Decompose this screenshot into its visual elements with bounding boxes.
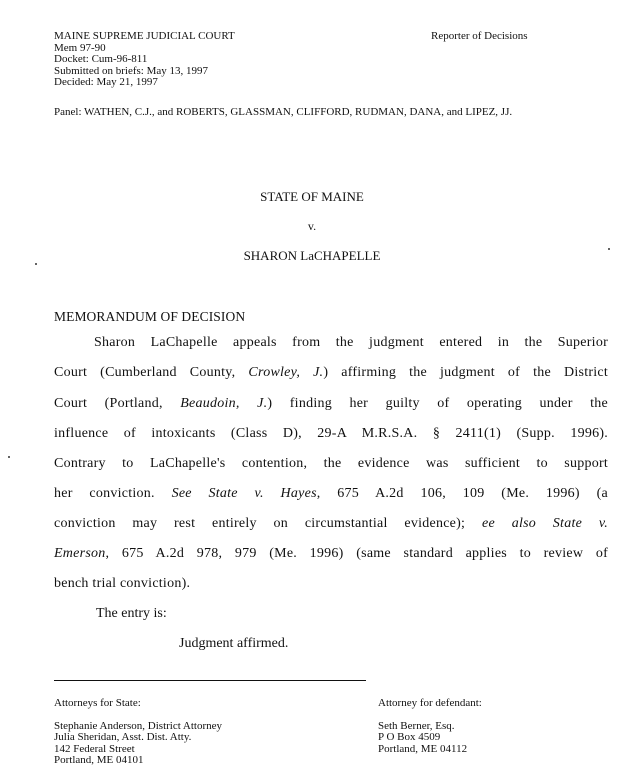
attorney-line: Stephanie Anderson, District Attorney <box>54 719 223 732</box>
memorandum-line <box>54 365 608 381</box>
scan-speck <box>8 456 10 458</box>
memorandum-line <box>94 335 608 351</box>
panel-justices: Panel: WATHEN, C.J., and ROBERTS, GLASSMAN, CLIFFORD, RUDMAN, DANA, and LIPEZ, JJ. <box>54 106 513 118</box>
memorandum-line <box>54 576 190 592</box>
decided-date: Decided: May 21, 1997 <box>54 76 158 88</box>
docket-number: Docket: Cum-96-811 <box>54 53 148 65</box>
attorneys-state-label: Attorneys for State: <box>54 697 141 709</box>
attorney-line: Julia Sheridan, Asst. Dist. Atty. <box>54 731 192 743</box>
attorney-line: P O Box 4509 <box>378 731 441 743</box>
memorandum-title: MEMORANDUM OF DECISION <box>54 309 246 324</box>
text-run: her conviction. <box>54 486 172 501</box>
caption-defendant: SHARON LaCHAPELLE <box>243 248 381 263</box>
text-run: Court (Cumberland County, <box>54 365 249 380</box>
attorney-line: Seth Berner, Esq. <box>378 719 455 732</box>
scan-speck <box>608 248 610 250</box>
text-run: , 675 A.2d 978, 979 (Me. 1996) (same standard applies to review of <box>105 546 608 561</box>
caption-versus: v. <box>307 219 317 233</box>
text-run: influence of intoxicants (Class D), 29-A M.R.S.A. § 2411(1) (Supp. 1996). <box>54 426 608 441</box>
text-run: ) finding her guilty of operating under the <box>267 396 608 411</box>
memorandum-line <box>54 486 608 502</box>
text-run: Court (Portland, <box>54 396 181 411</box>
case-citation: See State v. Hayes <box>171 486 317 501</box>
text-run: ) affirming the judgment of the District <box>323 365 608 380</box>
text-run: , 675 A.2d 106, 109 (Me. 1996) (a <box>316 486 608 501</box>
case-citation: Beaudoin, J. <box>180 396 268 411</box>
attorney-defendant-label: Attorney for defendant: <box>378 697 482 709</box>
memorandum-line <box>54 396 608 412</box>
case-citation: ee also State v. <box>481 516 609 531</box>
memorandum-line <box>54 516 608 532</box>
reporter-of-decisions: Reporter of Decisions <box>431 30 528 42</box>
memorandum-line <box>54 456 608 472</box>
scan-speck <box>35 263 37 265</box>
entry-label: The entry is: <box>96 606 167 621</box>
attorney-line: Portland, ME 04101 <box>54 754 144 766</box>
submitted-date: Submitted on briefs: May 13, 1997 <box>54 64 208 77</box>
case-citation: Emerson <box>54 546 106 561</box>
attorneys-for-state <box>54 698 222 767</box>
case-citation: Crowley, J. <box>248 365 324 380</box>
court-name: MAINE SUPREME JUDICIAL COURT <box>54 30 235 42</box>
memorandum-line <box>54 426 608 442</box>
text-run: conviction may rest entirely on circumstantial evidence); <box>54 516 482 531</box>
divider-rule <box>54 680 366 681</box>
judgment-text: Judgment affirmed. <box>179 636 289 651</box>
attorney-line: Portland, ME 04112 <box>378 742 468 755</box>
case-header <box>54 31 235 89</box>
text-run: Sharon LaChapelle appeals from the judgment entered in the Superior <box>94 335 608 350</box>
memorandum-line <box>54 546 608 562</box>
text-run: bench trial conviction). <box>54 576 191 591</box>
attorney-line: 142 Federal Street <box>54 742 135 755</box>
text-run: Contrary to LaChapelle's contention, the evidence was sufficient to support <box>54 456 608 471</box>
caption-plaintiff: STATE OF MAINE <box>260 189 364 204</box>
attorney-for-defendant <box>378 698 482 755</box>
memo-number: Mem 97-90 <box>54 41 106 54</box>
